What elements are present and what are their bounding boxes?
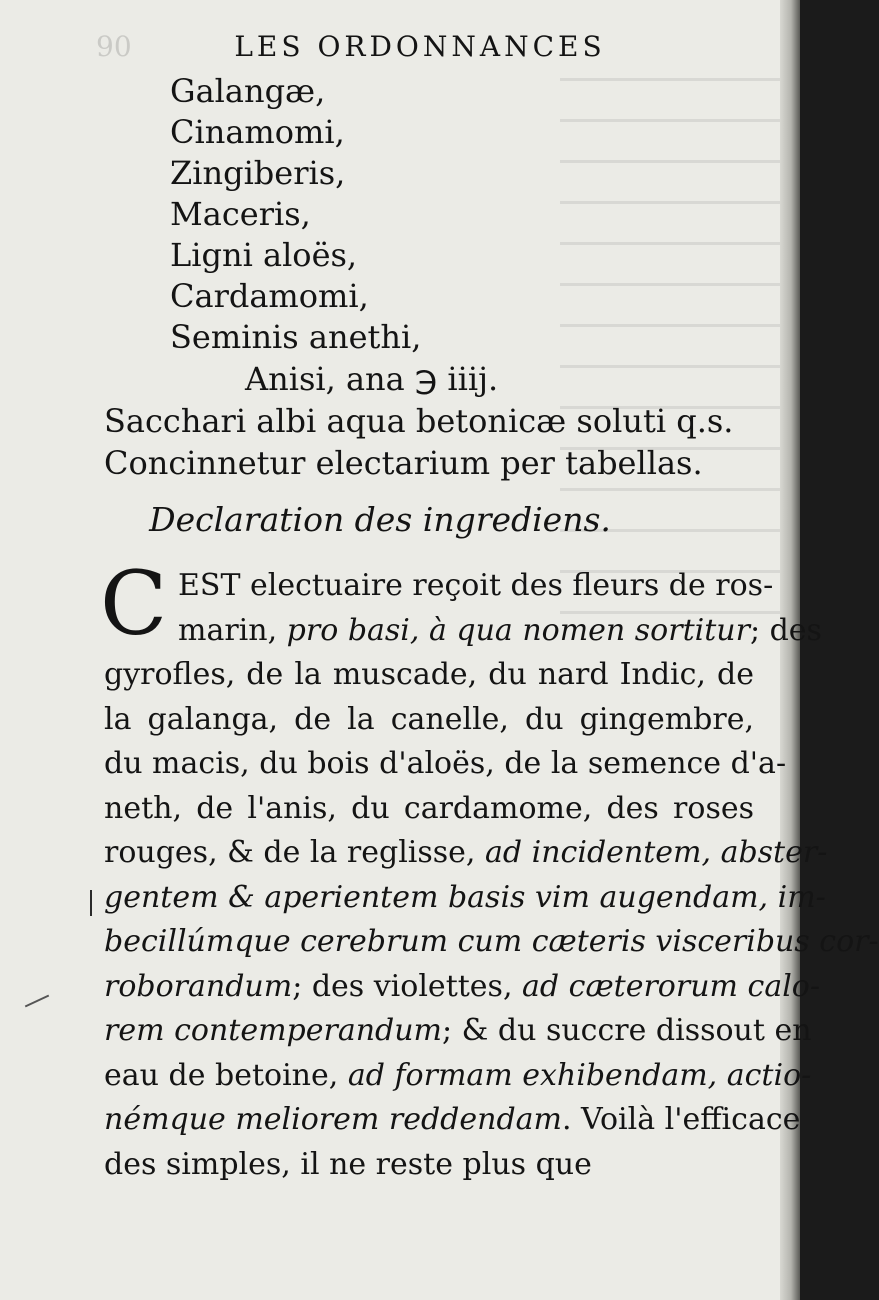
french-text-run: eau de betoine,	[104, 1057, 348, 1093]
running-title: LES ORDONNANCES	[234, 30, 606, 63]
latin-italic-run: gentem & aperientem basis vim augendam, im-	[104, 879, 826, 915]
french-text-run: . Voilà l'efficace	[561, 1102, 801, 1137]
french-text-run: des simples, il ne reste plus que	[104, 1146, 592, 1182]
recipe-instruction: Concinnetur electarium per tabellas.	[104, 444, 703, 482]
latin-italic-run: ad cæterorum calo-	[522, 968, 820, 1004]
latin-italic-run: rem contemperandum	[104, 1013, 442, 1048]
recipe-instruction: Sacchari albi aqua betonicæ soluti q.s.	[104, 402, 734, 440]
body-line	[104, 1147, 754, 1182]
french-text-run: gyrofles, de la muscade, du nard Indic, de	[104, 657, 754, 692]
body-line	[178, 568, 774, 603]
body-line	[178, 612, 822, 648]
body-line	[104, 879, 826, 915]
recipe-ingredient: Maceris,	[170, 195, 311, 233]
body-line	[104, 657, 754, 692]
latin-italic-run: ad formam exhibendam, actio-	[347, 1057, 812, 1093]
french-text-run: EST electuaire reçoit des fleurs de ros-	[178, 568, 774, 603]
french-text-run: ; des	[749, 612, 822, 648]
french-text-run: ; & du succre dissout en	[442, 1013, 812, 1048]
drop-cap: C	[100, 552, 168, 655]
body-line	[104, 791, 754, 826]
body-line	[104, 968, 820, 1004]
french-text-run: rouges, & de la reglisse,	[104, 835, 486, 870]
french-text-run: la galanga, de la canelle, du gingembre,	[104, 701, 754, 737]
french-text-run: neth, de l'anis, du cardamome, des roses	[104, 790, 754, 826]
recipe-ingredient: Seminis anethi,	[170, 318, 422, 356]
body-line	[104, 702, 754, 737]
body-line	[104, 1057, 812, 1093]
latin-italic-run: ad incidentem, abster-	[485, 835, 828, 870]
body-line	[104, 746, 787, 781]
margin-mark	[90, 890, 92, 916]
recipe-ingredient: Galangæ,	[170, 72, 326, 110]
recipe-dose-line: Anisi, ana ℈ iiij.	[245, 360, 499, 398]
latin-italic-run: roborandum	[104, 968, 293, 1004]
stray-mark	[25, 995, 49, 1008]
latin-italic-run: némque meliorem reddendam	[104, 1102, 562, 1137]
latin-italic-run: pro basi, à qua nomen sortitur	[286, 612, 750, 648]
body-line	[104, 924, 879, 959]
french-text-run: ; des violettes,	[292, 968, 523, 1004]
recipe-ingredient: Cinamomi,	[170, 113, 345, 151]
page-number: 90	[96, 30, 132, 63]
body-line	[104, 1013, 812, 1048]
french-text-run: marin,	[178, 612, 287, 648]
body-line	[104, 1102, 801, 1137]
recipe-ingredient: Cardamomi,	[170, 277, 369, 315]
recipe-ingredient: Zingiberis,	[170, 154, 346, 192]
section-heading: Declaration des ingrediens.	[149, 500, 611, 539]
french-text-run: du macis, du bois d'aloës, de la semence d'a-	[104, 746, 787, 781]
body-line	[104, 835, 828, 870]
recipe-ingredient: Ligni aloës,	[170, 236, 358, 274]
latin-italic-run: becillúmque cerebrum cum cæteris visceribus cor-	[104, 924, 879, 959]
